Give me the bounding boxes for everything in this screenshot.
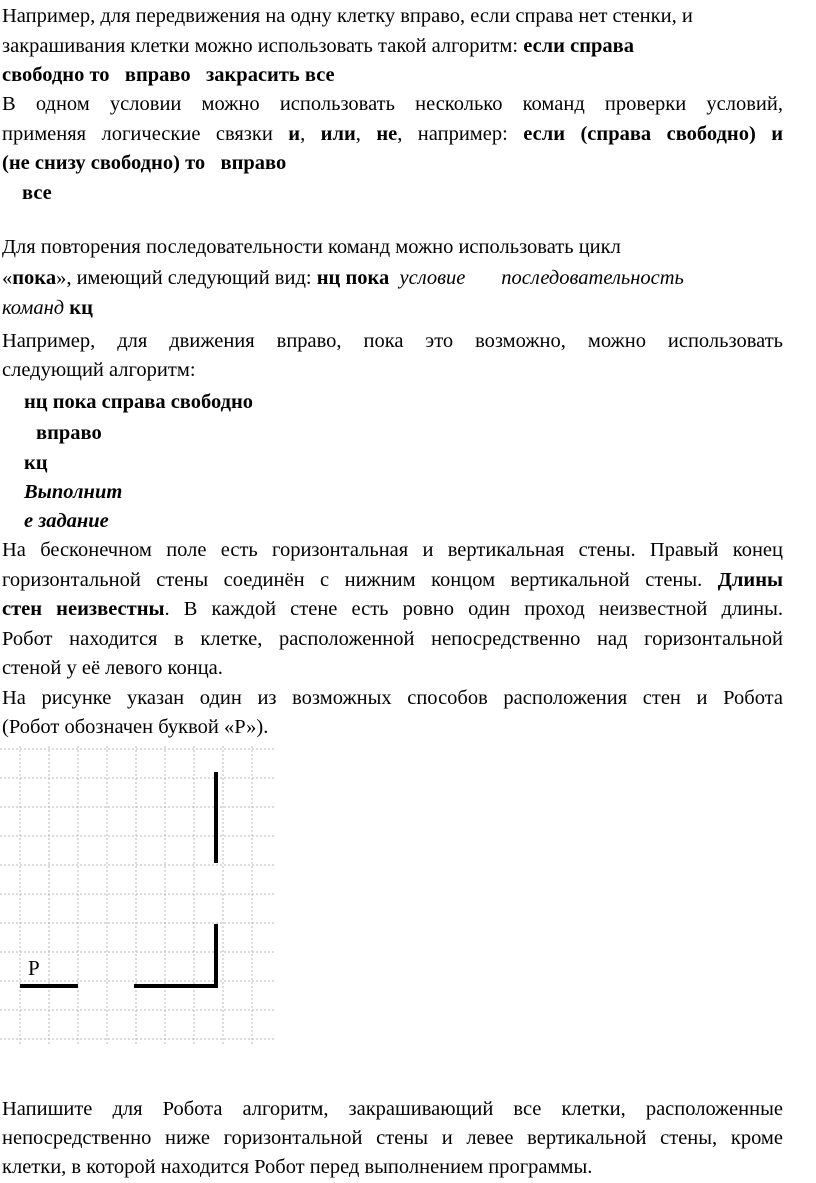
grid-lines [0, 746, 274, 1044]
field-line-5: стеной у её левого конца. [2, 657, 223, 679]
task-heading-part-1: Выполнит [24, 481, 123, 503]
task-line-2: непосредственно ниже горизонтальной стены и левее вертикальной стены, кроме [2, 1127, 783, 1149]
paragraph-task-line-1 [2, 1095, 783, 1125]
field-line-1: На бесконечном поле есть горизонтальная и вертикальная стены. Правый конец [2, 539, 783, 561]
conditions-code-end: все [22, 182, 52, 204]
intro-code-start: если справа [523, 34, 635, 57]
paragraph-task-line-3 [2, 1153, 783, 1183]
keyword-or: или [320, 123, 356, 145]
paragraph-figure-caption-line-1 [2, 684, 783, 714]
robot-field-figure [0, 746, 276, 1046]
task-line-1: Напишите для Робота алгоритм, закрашивающий все клетки, расположенные [2, 1098, 783, 1120]
paragraph-loop-line-1 [2, 233, 783, 263]
loop-sequence: последовательность [501, 267, 684, 289]
code-line-2: вправо [36, 422, 102, 444]
loop-end: кц [69, 297, 93, 319]
conditions-code-end-line [22, 179, 803, 209]
figure-caption-line-2: (Робот обозначен буквой «Р»). [2, 716, 269, 738]
figure-caption-line-1: На рисунке указан один из возможных способов расположения стен и Робота [2, 687, 783, 709]
loop-form-text: , имеющий следующий вид: [66, 267, 312, 289]
loop-condition: условие [399, 267, 466, 289]
quote-close: » [56, 267, 67, 289]
field-line-2-text: горизонтальной стены соединён с нижним концом вертикальной стены. [2, 569, 703, 591]
conditions-line-1: В одном условии можно использовать несколько команд проверки условий, [2, 93, 783, 115]
conditions-code-start: если (справа свободно) и [523, 123, 784, 145]
code-line-1: нц пока справа свободно [24, 391, 254, 413]
paragraph-loop-line-2 [2, 264, 783, 294]
loop-start: нц пока [316, 267, 390, 289]
keyword-not: не [376, 123, 398, 145]
intro-code-end: свободно то вправо закрасить все [2, 64, 335, 86]
paragraph-field-line-5 [2, 654, 783, 684]
intro-line-2 [2, 35, 634, 57]
paragraph-example-line-1 [2, 327, 783, 357]
paragraph-conditions-line-1 [2, 90, 783, 120]
example-line-2: следующий алгоритм: [2, 359, 196, 381]
loop-sequence-end: команд [2, 297, 65, 319]
code-line-3: кц [24, 452, 48, 474]
conditions-example-label: , например: [397, 123, 508, 145]
field-emphasis-start: Длины [717, 569, 784, 591]
keyword-while: пока [12, 267, 57, 289]
paragraph-field-line-2 [2, 566, 783, 596]
keyword-and: и [288, 123, 301, 145]
intro-code-line [2, 61, 783, 91]
intro-line-2-text: закрашивания клетки можно использовать такой алгоритм: [2, 34, 519, 57]
task-line-3: клетки, в которой находится Робот перед выполнением программы. [2, 1156, 593, 1178]
paragraph-task-line-2 [2, 1124, 783, 1154]
field-line-3-text: . В каждой стене есть ровно один проход неизвестной длины. [164, 598, 783, 620]
field-emphasis-end: стен неизвестны [2, 598, 165, 620]
paragraph-figure-caption-line-2 [2, 713, 783, 743]
paragraph-loop-line-3 [2, 294, 783, 324]
paragraph-field-line-4 [2, 625, 783, 655]
paragraph-field-line-3 [2, 595, 783, 625]
field-line-4: Робот находится в клетке, расположенной непосредственно над горизонтальной [2, 628, 783, 650]
paragraph-example-line-2 [2, 356, 783, 386]
paragraph-conditions-line-2: применяя логические связки и, или, не, например: если (справа свободно) и [2, 123, 784, 145]
robot-marker: Р [28, 956, 40, 980]
paragraph-field-line-1 [2, 536, 783, 566]
intro-line-1: Например, для передвижения на одну клетку вправо, если справа нет стенки, и [2, 5, 693, 27]
paragraph-intro [2, 2, 783, 61]
conditions-code-mid: (не снизу свободно) то вправо [2, 152, 287, 174]
example-line-1: Например, для движения вправо, пока это возможно, можно использовать [2, 330, 783, 352]
quote-open: « [2, 267, 13, 289]
task-heading-part-2: е задание [24, 510, 109, 532]
conditions-code-line [2, 149, 783, 179]
conditions-text: применяя логические связки [2, 123, 273, 145]
loop-line-1: Для повторения последовательности команд можно использовать цикл [2, 236, 621, 258]
